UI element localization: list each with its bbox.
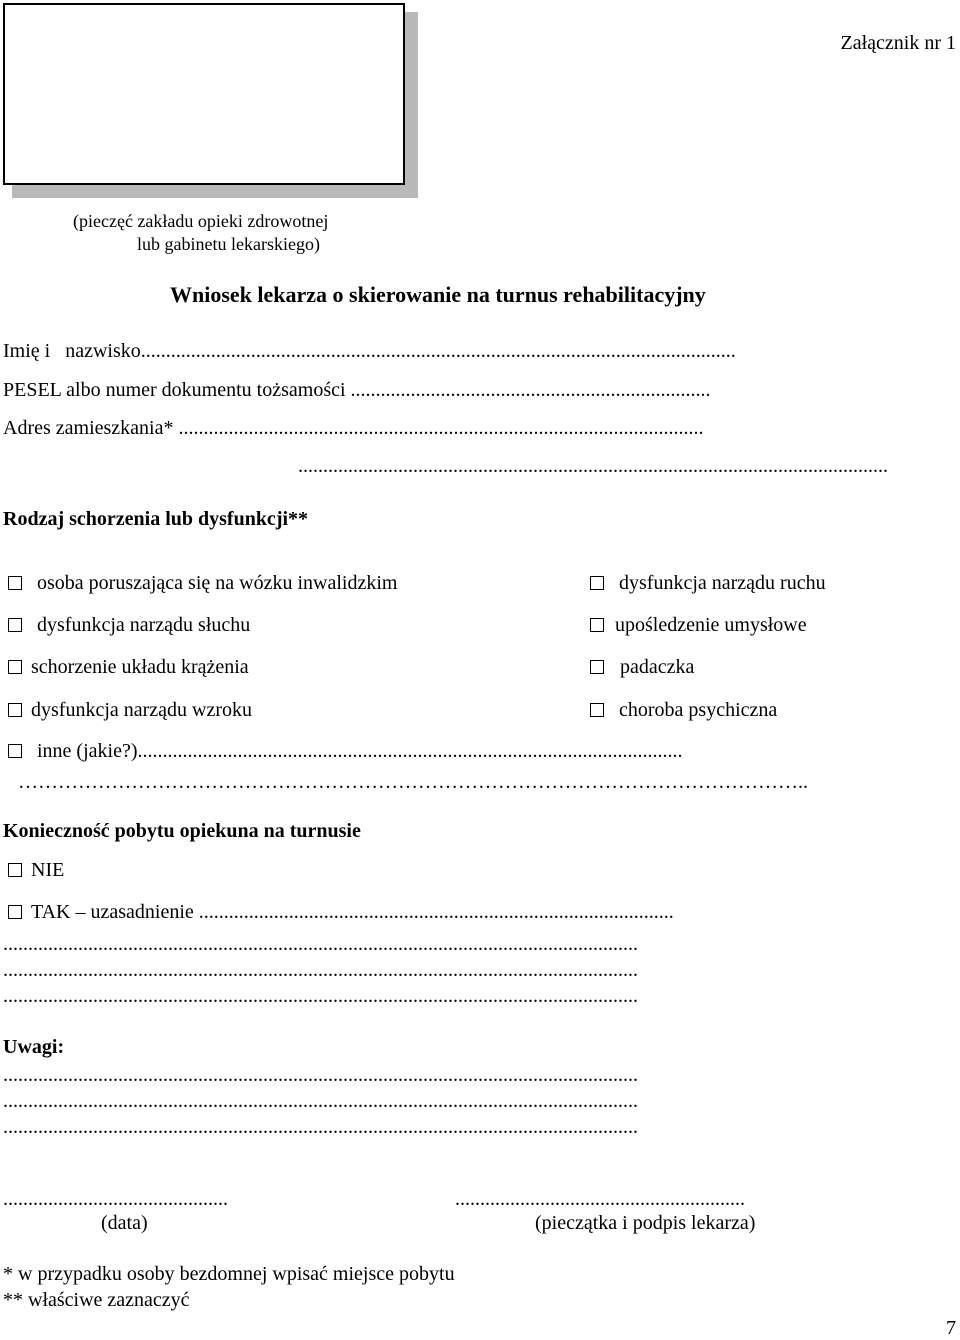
other-continuation[interactable]: ……………………………………………………………………………………………………….. [18,771,808,793]
checkbox-vision[interactable] [8,703,22,717]
checkbox-intellectual[interactable] [590,618,604,632]
page-number: 7 [946,1317,956,1339]
option-motor: dysfunkcja narządu ruchu [619,572,826,594]
date-line[interactable]: ............................................. [3,1188,228,1210]
checkbox-hearing[interactable] [8,618,22,632]
checkbox-wheelchair[interactable] [8,576,22,590]
option-hearing: dysfunkcja narządu słuchu [37,614,251,636]
checkbox-yes[interactable] [8,905,22,919]
address-field[interactable]: Adres zamieszkania* ......................................................................................................... [3,417,704,439]
name-field[interactable]: Imię i nazwisko....................................................................................................................... [3,340,736,362]
option-other[interactable]: inne (jakie?)............................................................................................................. [37,740,683,762]
date-label: (data) [101,1212,148,1234]
checkbox-epilepsy[interactable] [590,660,604,674]
checkbox-no[interactable] [8,863,22,877]
remarks-line[interactable]: ............................................................................................................................... [3,1090,638,1112]
option-psychiatric: choroba psychiczna [619,699,778,721]
footnote-homeless: * w przypadku osoby bezdomnej wpisać miejsce pobytu [3,1263,455,1285]
checkbox-psychiatric[interactable] [590,703,604,717]
doctor-signature-line[interactable]: .......................................................... [455,1188,745,1210]
option-intellectual: upośledzenie umysłowe [615,614,807,636]
stamp-caption-line1: (pieczęć zakładu opieki zdrowotnej [73,211,329,231]
remarks-heading: Uwagi: [3,1036,65,1058]
remarks-line[interactable]: ............................................................................................................................... [3,1064,638,1086]
option-no: NIE [31,859,65,881]
pesel-field[interactable]: PESEL albo numer dokumentu tożsamości ........................................................................ [3,379,711,401]
condition-heading: Rodzaj schorzenia lub dysfunkcji** [3,508,309,530]
caregiver-heading: Konieczność pobytu opiekuna na turnusie [3,820,361,842]
checkbox-circulatory[interactable] [8,660,22,674]
remarks-line[interactable]: ............................................................................................................................... [3,1116,638,1138]
footnote-mark-appropriate: ** właściwe zaznaczyć [3,1289,190,1311]
stamp-box [3,3,405,185]
justification-line[interactable]: ............................................................................................................................... [3,933,638,955]
option-epilepsy: padaczka [620,656,695,678]
option-circulatory: schorzenie układu krążenia [31,656,249,678]
page-title: Wniosek lekarza o skierowanie na turnus rehabilitacyjny [170,282,706,307]
justification-line[interactable]: ............................................................................................................................... [3,959,638,981]
address-continuation[interactable]: ...................................................................................................................... [298,455,888,477]
checkbox-other[interactable] [8,744,22,758]
checkbox-motor[interactable] [590,576,604,590]
option-wheelchair: osoba poruszająca się na wózku inwalidzkim [37,572,398,594]
stamp-caption-line2: lub gabinetu lekarskiego) [137,234,320,254]
option-vision: dysfunkcja narządu wzroku [31,699,253,721]
justification-line[interactable]: ............................................................................................................................... [3,985,638,1007]
attachment-label: Załącznik nr 1 [840,32,956,54]
option-yes[interactable]: TAK – uzasadnienie ............................................................................................... [31,901,674,923]
doctor-signature-label: (pieczątka i podpis lekarza) [535,1212,756,1234]
